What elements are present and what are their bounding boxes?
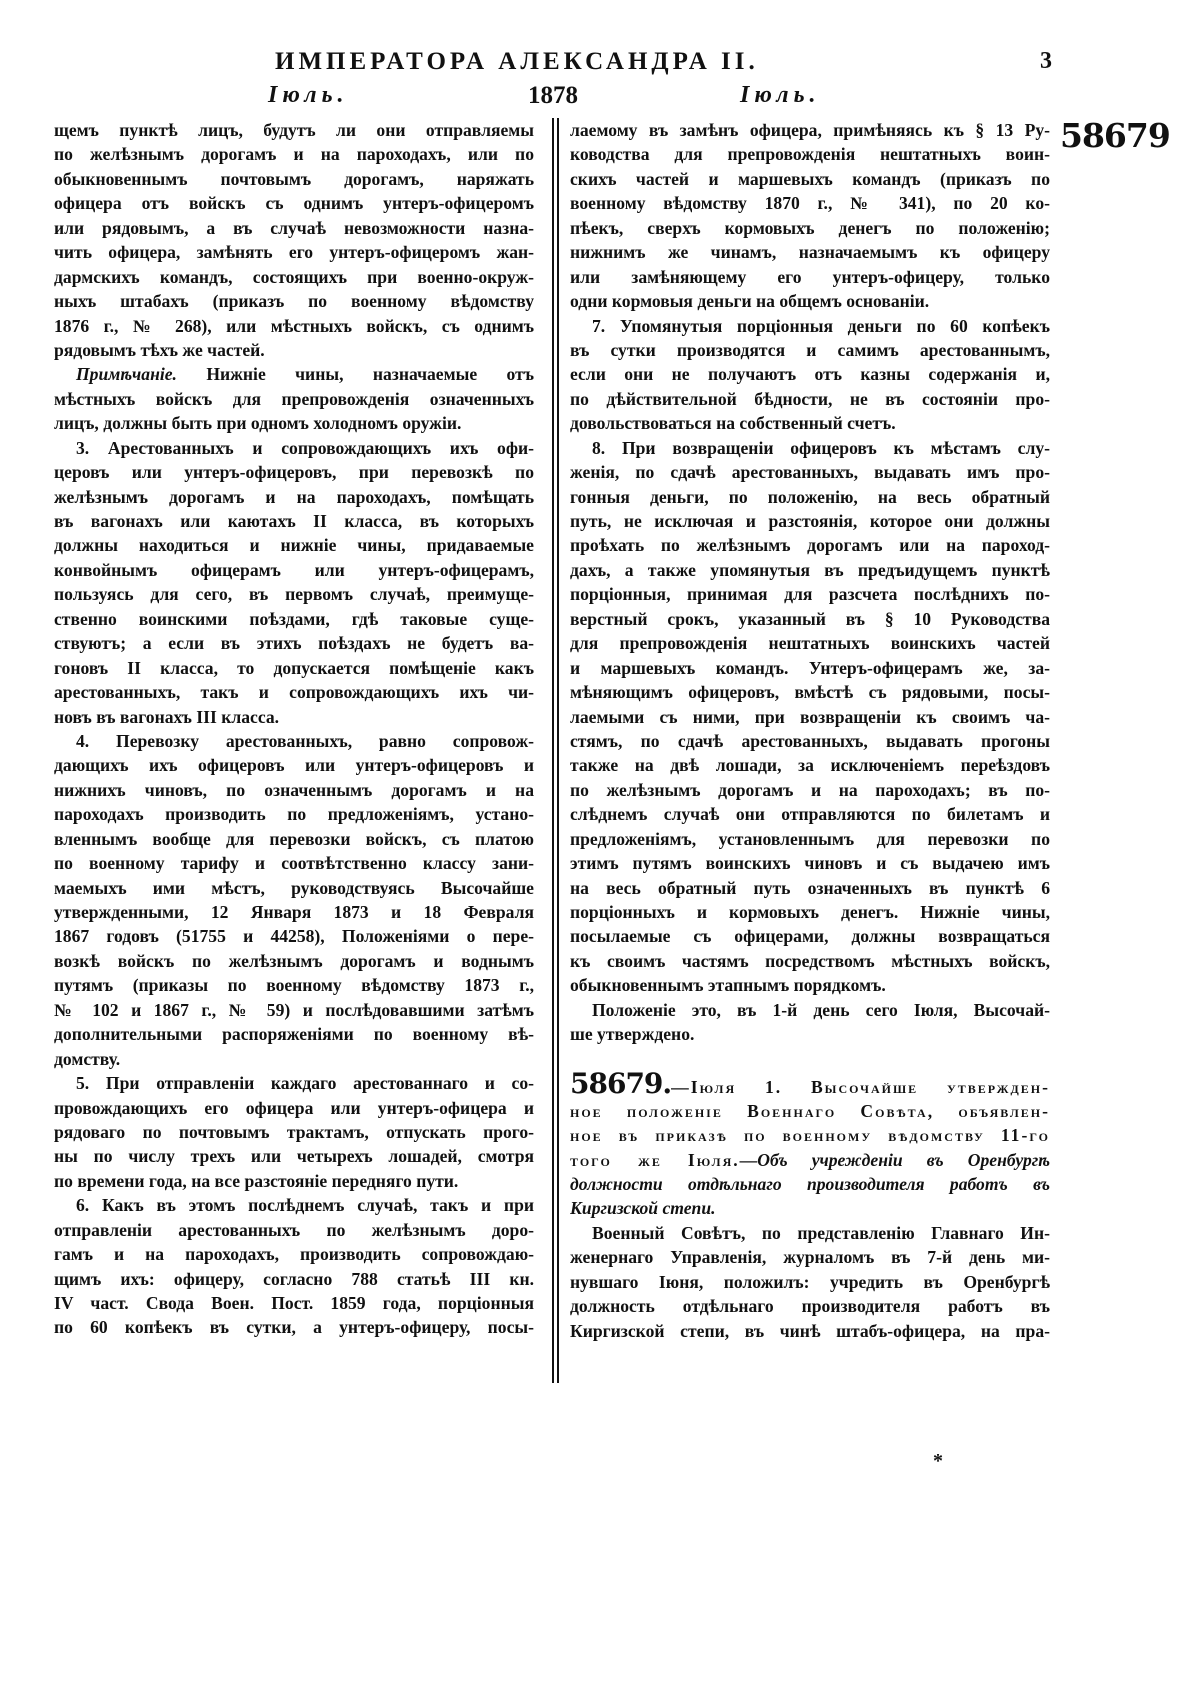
text-line: дополнительными распоряженіями по военному вѣ- [54, 1024, 534, 1045]
text-line: конвойнымъ офицерамъ или унтеръ-офицерамъ, [54, 559, 534, 580]
text-line: отправленіи арестованныхъ по желѣзнымъ доро- [54, 1219, 534, 1240]
text-line: ководства для препровожденія нештатныхъ воин- [570, 144, 1050, 165]
text-line: посылаемые съ офицерами, должны возвращаться [570, 926, 1050, 947]
text-line: одни кормовыя деньги на общемъ основаніи. [570, 291, 930, 312]
text-line: также на двѣ лошади, за исключеніемъ переѣздовъ [570, 755, 1050, 776]
text-line: церовъ или унтеръ-офицеровъ, при перевозкѣ по [54, 462, 534, 483]
text-line: новъ въ вагонахъ III класса. [54, 706, 280, 727]
text-line: Киргизской степи, въ чинѣ штабъ-офицера, на пра- [570, 1320, 1050, 1341]
text-line: стямъ, по сдачѣ арестованныхъ, выдавать прогоны [570, 730, 1050, 751]
text-line: 4. Перевозку арестованныхъ, равно сопровож- [76, 730, 534, 751]
text-line: въ вагонахъ или каютахъ II класса, въ которыхъ [54, 511, 534, 531]
text-line: пароходахъ производить по предложеніямъ, устано- [54, 804, 534, 825]
text-line: гоновъ II класса, то допускается помѣщеніе какъ [54, 657, 534, 678]
text-line: лицъ, должны быть при одномъ холодномъ оружіи. [54, 413, 462, 434]
text-line: чить офицера, замѣнять его унтеръ-офицеромъ жан- [54, 242, 534, 263]
text-line: рядовымъ тѣхъ же частей. [54, 339, 265, 360]
text-line: ствуютъ; а если въ этихъ поѣздахъ не будетъ ва- [54, 633, 534, 654]
text-line: IV част. Свода Воен. Пост. 1859 года, порціонныя [54, 1293, 534, 1313]
text-line: обыкновеннымъ этапнымъ порядкомъ. [570, 975, 886, 996]
text-line: 8. При возвращеніи офицеровъ къ мѣстамъ слу- [592, 437, 1050, 458]
text-line: для препровожденія нештатныхъ воинскихъ частей [570, 633, 1050, 654]
text-line: къ своимъ частямъ посредствомъ мѣстныхъ войскъ, [570, 950, 1050, 971]
entry-heading [570, 1069, 1050, 1221]
text-line: мѣстныхъ войскъ для препровожденія означенныхъ [54, 388, 534, 409]
text-line: порціонныя, принимая для разсчета послѣднихъ по- [570, 584, 1050, 605]
text-line: скихъ частей и маршевыхъ командъ (приказъ по [570, 168, 1050, 189]
text-line: порціонныхъ и кормовыхъ денегъ. Нижніе чины, [570, 902, 1050, 922]
text-line: дахъ, а также упомянутыя въ предъидущемъ пунктѣ [570, 559, 1050, 580]
text-line: предложеніямъ, установленнымъ для перевозки по [570, 828, 1050, 849]
text-line: военному вѣдомству 1870 г., № 341), по 20 ко- [570, 193, 1050, 214]
entry-heading-line: ное положеніе Военнаго Совѣта, объявлен- [570, 1100, 1050, 1121]
text-line: 5. При отправленіи каждаго арестованнаго и со- [76, 1073, 534, 1094]
text-line: Примѣчаніе. Нижніе чины, назначаемые отъ [76, 364, 534, 385]
text-line: ны по числу трехъ или четырехъ лошадей, смотря [54, 1146, 534, 1167]
header-month-left: Іюль. [268, 82, 349, 108]
text-line: женернаго Управленія, журналомъ въ 7-й день ми- [570, 1247, 1050, 1268]
text-line: дармскихъ командъ, состоящихъ при военно-окруж- [54, 266, 534, 287]
text-line: лаемому въ замѣнъ офицера, примѣняясь къ § 13 Ру- [570, 120, 1050, 140]
text-line: 1867 годовъ (51755 и 44258), Положеніями о пере- [54, 926, 534, 947]
text-line: лаемыми съ ними, при возвращеніи къ своимъ ча- [570, 706, 1050, 727]
text-line: ше утверждено. [570, 1024, 695, 1045]
text-line: гамъ и на пароходахъ, производить сопровождаю- [54, 1244, 534, 1265]
entry-heading-line: ное въ приказѣ по военному вѣдомству 11-го [570, 1125, 1050, 1146]
text-line: утвержденными, 12 Января 1873 и 18 Февраля [54, 902, 534, 922]
right-column [570, 118, 1050, 1343]
text-line: по желѣзнымъ дорогамъ и на пароходахъ, или по [54, 144, 534, 165]
text-line: маемыхъ ими мѣстъ, руководствуясь Высочайше [54, 877, 534, 898]
signature-mark: * [933, 1450, 943, 1472]
text-line: мѣняющимъ офицеровъ, вмѣстѣ съ рядовыми, посы- [570, 682, 1050, 703]
column-divider [552, 118, 559, 1383]
text-line: 1876 г., № 268), или мѣстныхъ войскъ, съ однимъ [54, 315, 534, 336]
margin-entry-number: 58679 [1060, 116, 1170, 155]
text-line: дающихъ ихъ офицеровъ или унтеръ-офицеровъ и [54, 755, 534, 776]
text-line: обыкновеннымъ почтовымъ дорогамъ, наряжать [54, 168, 534, 189]
text-line: должны находиться и нижніе чины, придаваемые [54, 535, 534, 556]
text-line: провождающихъ его офицера или унтеръ-офицера и [54, 1097, 534, 1118]
text-line: или рядовымъ, а въ случаѣ невозможности назна- [54, 217, 534, 238]
text-line: путь, не исключая и разстоянія, которое они должны [570, 511, 1050, 531]
page-number: 3 [1040, 48, 1052, 74]
text-line: должность отдѣльнаго производителя работъ въ [570, 1296, 1050, 1317]
text-line: на весь обратный путь означенныхъ въ пунктѣ 6 [570, 877, 1050, 898]
text-line: или замѣняющему его унтеръ-офицеру, только [570, 266, 1050, 287]
entry-heading-line [570, 1148, 1050, 1172]
text-line: въ сутки производятся и самимъ арестованнымъ, [570, 339, 1050, 360]
entry-heading-caps: того же Іюля. [570, 1149, 740, 1170]
section-gap [570, 1047, 1050, 1069]
entry-subject-line: Киргизской степи. [570, 1198, 716, 1219]
entry-number: 58679. [570, 1068, 672, 1099]
text-line: ственно воинскими поѣздами, гдѣ таковые суще- [54, 608, 534, 629]
text-line: 6. Какъ въ этомъ послѣднемъ случаѣ, такъ и при [76, 1195, 534, 1216]
text-line: пользуясь для сего, въ первомъ случаѣ, преимуще- [54, 584, 534, 605]
text-line: 7. Упомянутыя порціонныя деньги по 60 копѣекъ [592, 315, 1050, 336]
text-line: желѣзнымъ дорогамъ и на пароходахъ, помѣщать [54, 486, 534, 507]
text-line: этимъ путямъ воинскихъ чиновъ и съ выдачею имъ [570, 853, 1050, 874]
text-line: по 60 копѣекъ въ сутки, а унтеръ-офицеру, посы- [54, 1317, 534, 1338]
text-line: арестованныхъ, такъ и сопровождающихъ ихъ чи- [54, 682, 534, 703]
text-line: щемъ пунктѣ лицъ, будутъ ли они отправляемы [54, 120, 534, 140]
text-line: по желѣзнымъ дорогамъ и на пароходахъ; въ по- [570, 779, 1050, 800]
text-line: домству. [54, 1048, 121, 1069]
entry-subject-line: должности отдѣльнаго производителя работъ въ [570, 1173, 1050, 1194]
note-heading: Примѣчаніе. [76, 364, 177, 385]
text-line: если они не получаютъ отъ казны содержанія и, [570, 364, 1050, 385]
text-line: офицера отъ войскъ съ однимъ унтеръ-офицеромъ [54, 193, 534, 214]
header-year: 1878 [528, 82, 578, 109]
text-line: ныхъ штабахъ (приказъ по военному вѣдомству [54, 291, 534, 312]
text-line: по времени года, на все разстояніе передняго пути. [54, 1170, 459, 1191]
text-line: и маршевыхъ командъ. Унтеръ-офицерамъ же, за- [570, 657, 1050, 678]
text-line: Положеніе это, въ 1-й день сего Іюля, Высочай- [592, 999, 1050, 1020]
entry-heading-line [570, 1069, 1050, 1099]
entry-heading-text: —Іюля 1. Высочайше утвержден- [671, 1076, 1050, 1097]
text-line: слѣднемъ случаѣ они отправляются по билетамъ и [570, 804, 1050, 825]
text-line: пѣекъ, сверхъ кормовыхъ денегъ по положенію; [570, 217, 1050, 238]
text-line: рядоваго по почтовымъ трактамъ, отпускать прого- [54, 1121, 534, 1142]
text-line: нижнихъ чиновъ, по означеннымъ дорогамъ и на [54, 779, 534, 800]
text-line: довольствоваться на собственный счетъ. [570, 413, 896, 434]
text-line: нувшаго Іюня, положилъ: учредить въ Оренбургѣ [570, 1271, 1050, 1292]
text-line: путямъ (приказы по военному вѣдомству 1873 г., [54, 975, 534, 996]
entry-subject: —Объ учрежденіи въ Оренбургѣ [739, 1149, 1050, 1170]
header-title: ИМПЕРАТОРА АЛЕКСАНДРА II. [275, 48, 759, 75]
text-line: по военному тарифу и соотвѣтственно классу зани- [54, 853, 534, 874]
text-line: № 102 и 1867 г., № 59) и послѣдовавшими затѣмъ [54, 999, 534, 1020]
text-line: Военный Совѣтъ, по представленію Главнаго Ин- [592, 1222, 1050, 1243]
text-line: 3. Арестованныхъ и сопровождающихъ ихъ офи- [76, 437, 534, 458]
header-month-right: Іюль. [740, 82, 821, 108]
text-line: по дѣйствительной бѣдности, не въ состояніи про- [570, 388, 1050, 409]
left-column [54, 118, 534, 1340]
text-line: нижнимъ же чинамъ, назначаемымъ къ офицеру [570, 242, 1050, 263]
text-line: вленнымъ вообще для перевозки войскъ, съ платою [54, 828, 534, 849]
text-line: женія, по сдачѣ арестованныхъ, выдавать имъ про- [570, 462, 1050, 483]
text-line: проѣхать по желѣзнымъ дорогамъ или на пароход- [570, 535, 1050, 556]
text-line: гонныя деньги, по положенію, на весь обратный [570, 486, 1050, 507]
text-line: верстный срокъ, указанный въ § 10 Руководства [570, 608, 1050, 629]
text-line: возкѣ войскъ по желѣзнымъ дорогамъ и воднымъ [54, 950, 534, 971]
text-line: щимъ ихъ: офицеру, согласно 788 статьѣ III кн. [54, 1268, 534, 1289]
